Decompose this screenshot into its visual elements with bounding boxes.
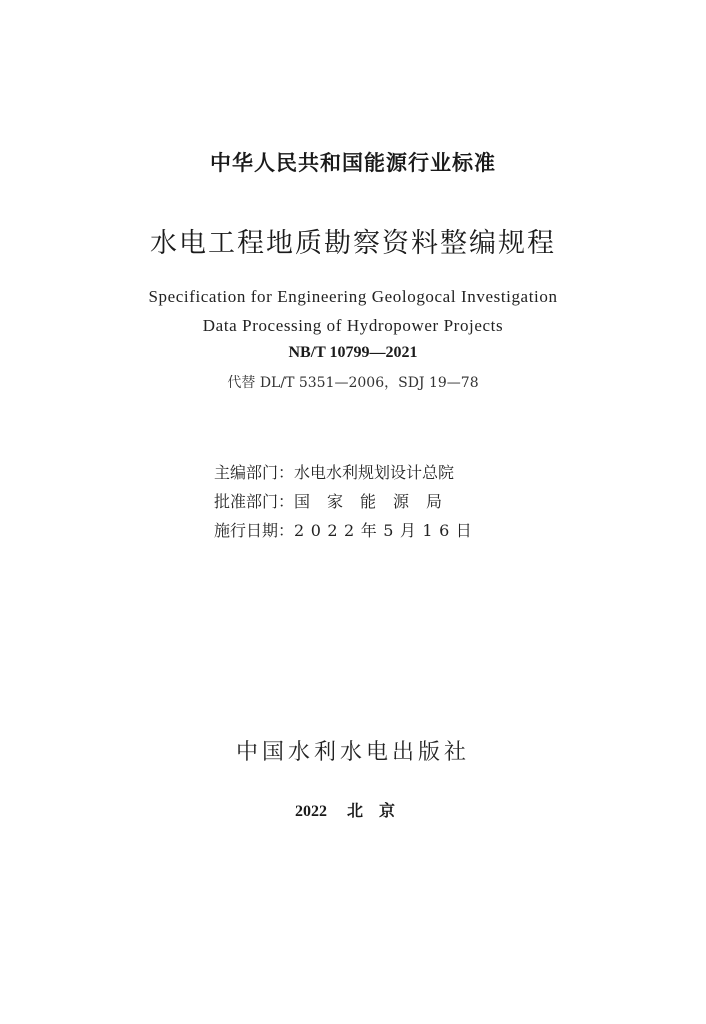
approver-value: 国家能源局	[294, 492, 460, 511]
standard-category: 中华人民共和国能源行业标准	[210, 151, 496, 175]
editor-row	[214, 458, 478, 487]
publisher-name: 中国水利水电出版社	[235, 740, 470, 765]
standard-code: NB/T 10799—2021	[288, 344, 418, 361]
issuance-info	[214, 458, 478, 545]
editor-value: 水电水利规划设计总院	[294, 463, 455, 482]
title-chinese: 水电工程地质勘察资料整编规程	[150, 228, 556, 259]
effective-date-label: 施行日期：	[214, 521, 295, 540]
replaces-note: 代替 DL/T 5351—2006，SDJ 19—78	[227, 375, 479, 391]
publication-city: 北京	[346, 801, 411, 820]
editor-label: 主编部门：	[214, 463, 295, 482]
publication-year: 2022	[294, 803, 327, 820]
approver-label: 批准部门：	[214, 492, 295, 511]
approver-row	[214, 487, 478, 516]
title-english-line-1: Specification for Engineering Geologocal Investigation	[148, 287, 558, 306]
title-english-line-2: Data Processing of Hydropower Projects	[202, 316, 504, 335]
publication-place	[0, 798, 706, 821]
effective-date-row	[214, 516, 478, 545]
effective-date-value: 2022年5月16日	[294, 521, 479, 540]
